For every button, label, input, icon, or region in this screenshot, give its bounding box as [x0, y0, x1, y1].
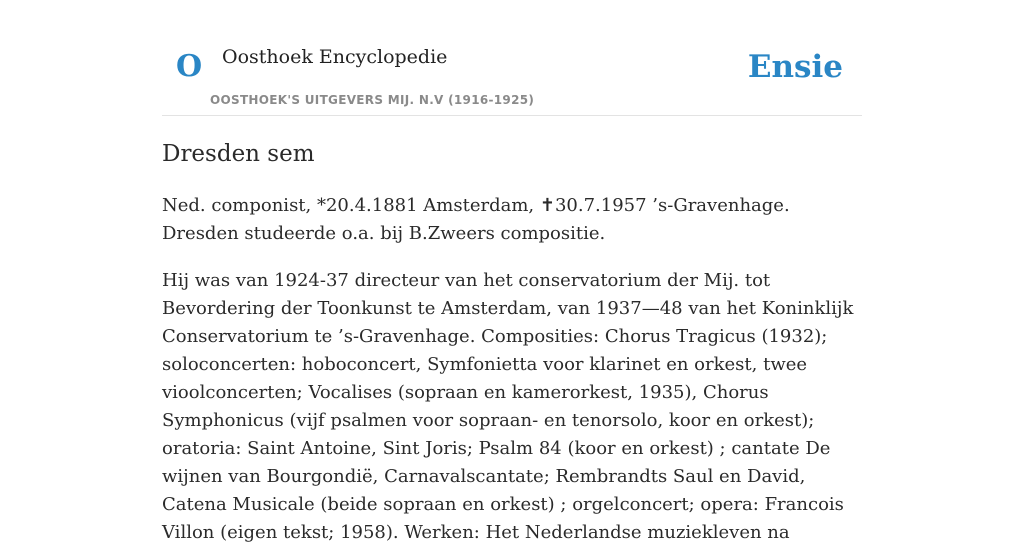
site-title[interactable]: Oosthoek Encyclopedie: [222, 46, 448, 68]
article-paragraph-1: Ned. componist, *20.4.1881 Amsterdam, ✝30.7.1957 ’s-Gravenhage. Dresden studeerde o.a. bij B.Zweers compositie.: [162, 195, 790, 244]
article: [162, 138, 862, 547]
ensie-brand-link[interactable]: Ensie: [747, 49, 843, 85]
site-header: [162, 40, 862, 116]
article-paragraph-2: Hij was van 1924-37 directeur van het conservatorium der Mij. tot Bevordering der Toonkunst te Amsterdam, van 1937—48 van het Koninklijk Conservatorium te ’s-Gravenhage. Composities: Chorus Tragicus (1932); soloconcerten: hoboconcert, Symfonietta voor klarinet en orkest, twee vioolconcerten; Vocalises (sopraan en kamerorkest, 1935), Chorus Symphonicus (vijf psalmen voor sopraan- en tenorsolo, koor en orkest); oratoria: Saint Antoine, Sint Joris; Psalm 84 (koor en orkest) ; cantate De wijnen van Bourgondië, Carnavalscantate; Rembrandts Saul en David, Catena Musicale (beide sopraan en orkest) ; orgelconcert; opera: Francois Villon (eigen tekst; 1958). Werken: Het Nederlandse muziekleven na: [162, 270, 854, 543]
publisher-subtitle: OOSTHOEK'S UITGEVERS MIJ. N.V (1916-1925): [210, 93, 535, 107]
entry-title: Dresden sem: [162, 141, 315, 167]
logo-mark[interactable]: O: [176, 49, 203, 84]
